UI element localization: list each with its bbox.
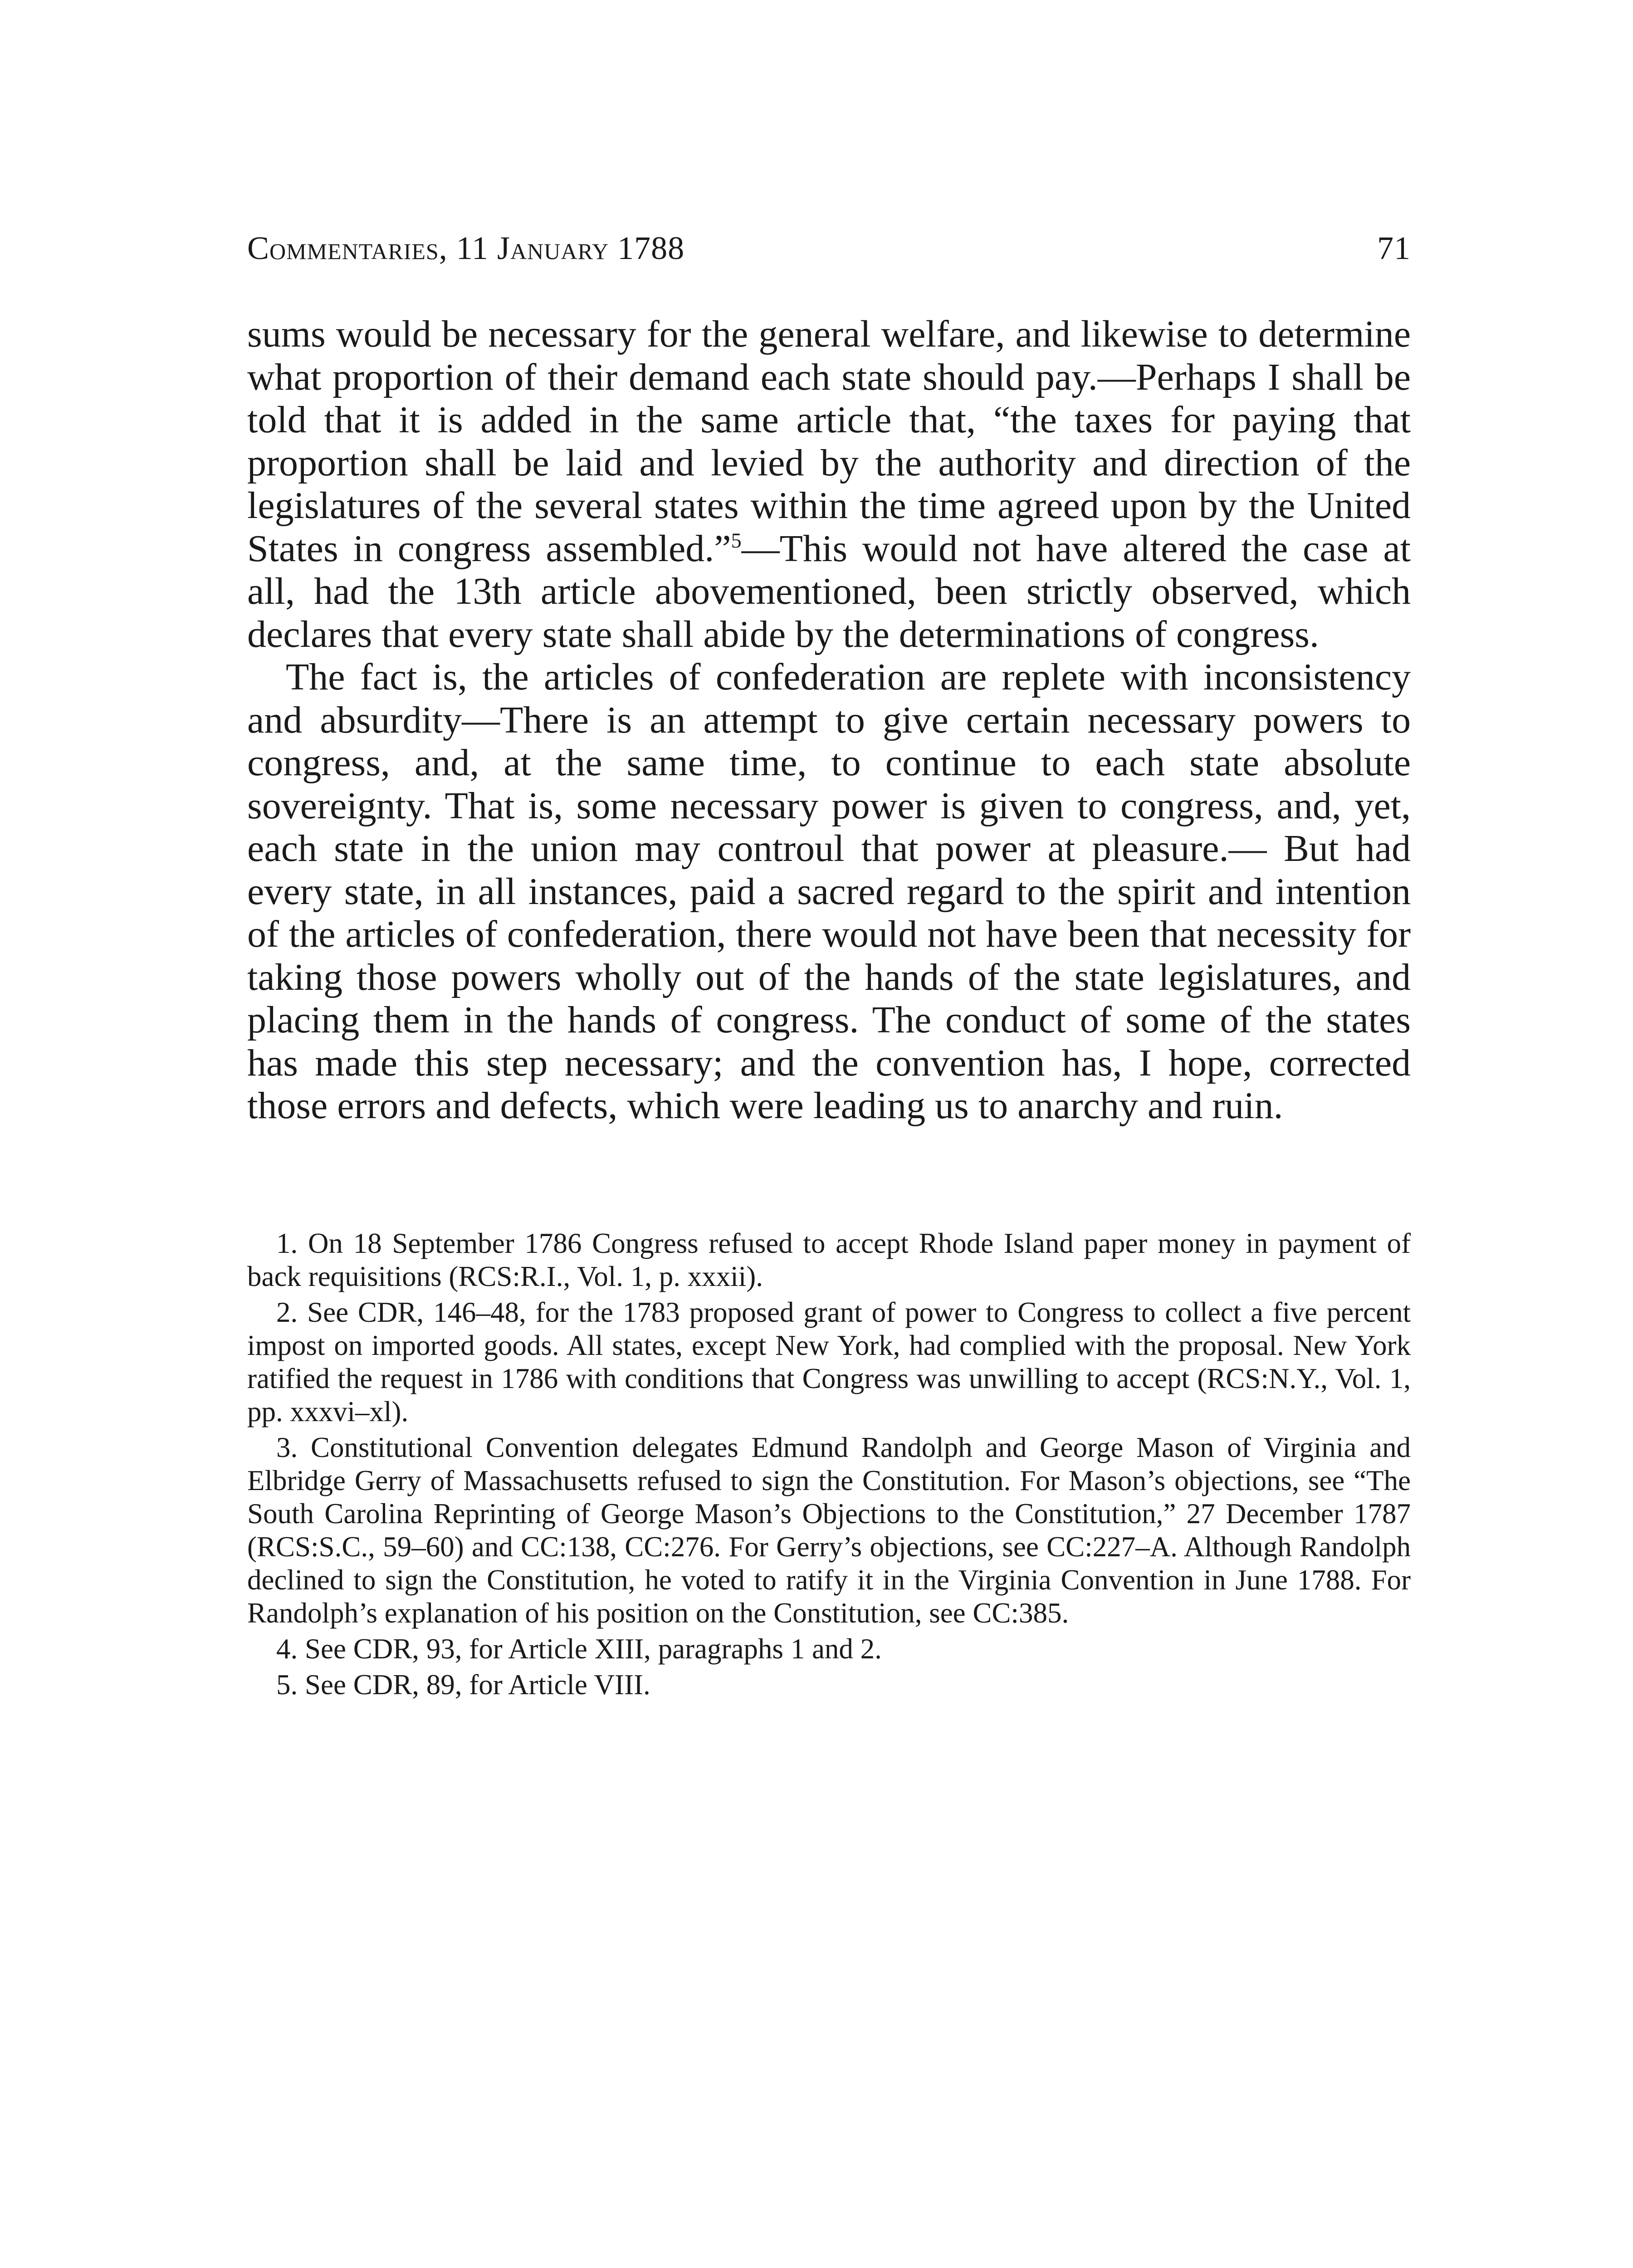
endnote: 1. On 18 September 1786 Congress refused to accept Rhode Island paper money in payment of back requisitions (RCS:R.I., Vol. 1, p. xxxii). (247, 1227, 1411, 1292)
running-title: Commentaries, 11 January 1788 (247, 230, 685, 266)
endnote: 3. Constitutional Convention delegates Edmund Randolph and George Mason of Virginia and Elbridge Gerry of Massachusetts refused to sign the Constitution. For Mason’s objections, see “The South Carolina Reprinting of George Mason’s Objections to the Constitution,” 27 December 1787 (RCS:S.C., 59–60) and CC:138, CC:276. For Gerry’s objections, see CC:227–A. Although Randolph declined to sign the Constitution, he voted to ratify it in the Virginia Convention in June 1788. For Randolph’s explanation of his position on the Constitution, see CC:385. (247, 1432, 1411, 1629)
endnote: 4. See CDR, 93, for Article XIII, paragraphs 1 and 2. (276, 1633, 882, 1665)
paragraph: The fact is, the articles of confederation are replete with inconsistency and absurdity—There is an attempt to give certain necessary powers to congress, and, at the same time, to continue to each state absolute sovereignty. That is, some necessary power is given to congress, and, yet, each state in the union may controul that power at pleasure.— But had every state, in all instances, paid a sacred regard to the spirit and intention of the articles of confederation, there would not have been that necessity for taking those powers wholly out of the hands of the state legislatures, and placing them in the hands of congress. The conduct of some of the states has made this step necessary; and the convention has, I hope, corrected those errors and defects, which were leading us to anarchy and ruin. (247, 656, 1411, 1127)
endnote: 5. See CDR, 89, for Article VIII. (276, 1669, 650, 1701)
endnotes (247, 1227, 1411, 1704)
body-text (247, 313, 1411, 1128)
paragraph-text: —This would not have altered the case at all, had the 13th article abovementioned, been strictly observed, which declares that every state shall abide by the determinations of congress. (247, 527, 1411, 655)
footnote-reference: 5 (731, 528, 742, 552)
paragraph-continuation (247, 313, 1411, 656)
endnote: 2. See CDR, 146–48, for the 1783 proposed grant of power to Congress to collect a five percent impost on imported goods. All states, except New York, had complied with the proposal. New York ratified the request in 1786 with conditions that Congress was unwilling to accept (RCS:N.Y., Vol. 1, pp. xxxvi–xl). (247, 1296, 1411, 1427)
page-number: 71 (1377, 230, 1411, 266)
paragraph-text: sums would be necessary for the general welfare, and likewise to determine what proportion of their demand each state should pay.—Perhaps I shall be told that it is added in the same article that, “the taxes for paying that proportion shall be laid and levied by the authority and direction of the legislatures of the several states within the time agreed upon by the United States in congress assembled.” (247, 313, 1411, 570)
running-head (247, 223, 1411, 273)
